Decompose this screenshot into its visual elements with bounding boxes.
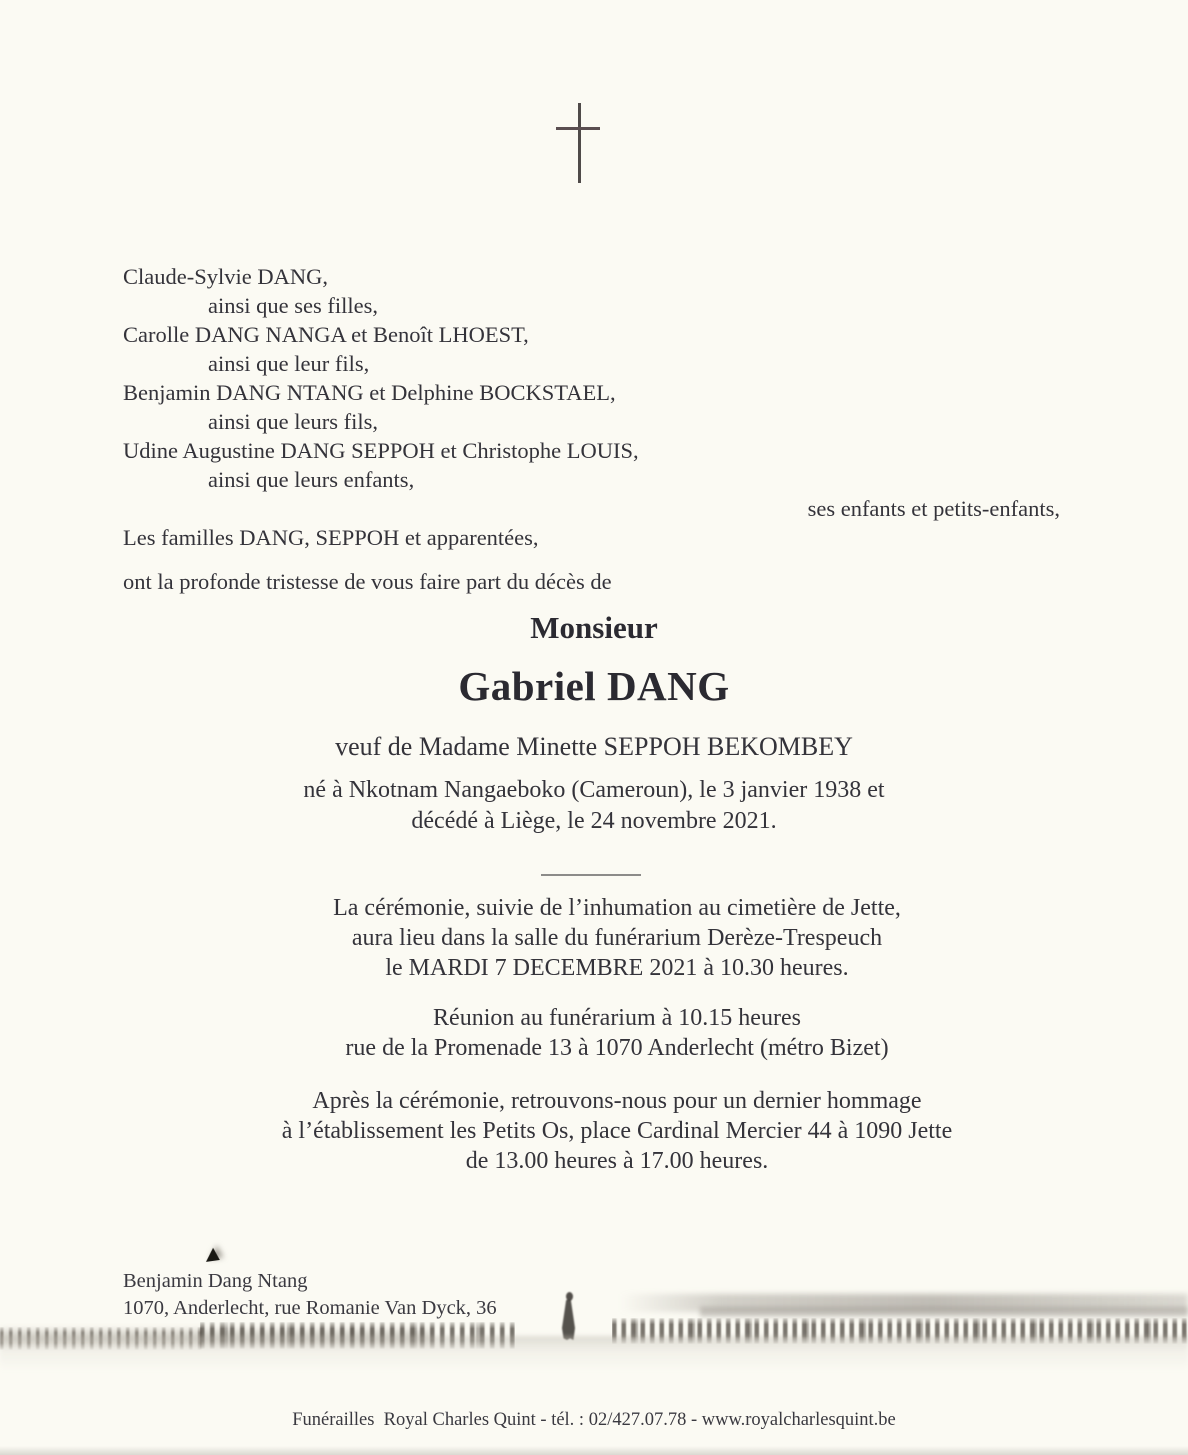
reunion-paragraph	[0, 1003, 1188, 1063]
farewell-line: de 13.00 heures à 17.00 heures.	[465, 1148, 769, 1174]
widower-line: veuf de Madame Minette SEPPOH BEKOMBEY	[335, 732, 853, 761]
photo-sand-gradient	[0, 1336, 1188, 1370]
families-line: Les familles DANG, SEPPOH et apparentées,	[123, 525, 539, 550]
scan-bottom-edge	[0, 1446, 1188, 1455]
family-line: Udine Augustine DANG SEPPOH et Christophe LOUIS,	[123, 438, 639, 463]
ceremony-paragraph	[0, 893, 1188, 983]
cross-vertical-bar	[578, 103, 581, 183]
cross-icon	[556, 103, 600, 183]
family-line: Benjamin DANG NTANG et Delphine BOCKSTAEL,	[123, 380, 616, 405]
family-line: ainsi que ses filles,	[208, 293, 378, 318]
cross-horizontal-bar	[556, 127, 600, 130]
reunion-line: Réunion au funérarium à 10.15 heures	[433, 1005, 801, 1031]
grandchildren-note: ses enfants et petits-enfants,	[807, 496, 1060, 521]
announcement-line: ont la profonde tristesse de vous faire part du décès de	[123, 569, 612, 594]
ceremony-line: aura lieu dans la salle du funérarium Derèze-Trespeuch	[351, 925, 883, 951]
farewell-paragraph	[0, 1086, 1188, 1176]
deceased-name: Gabriel DANG	[458, 663, 730, 709]
ceremony-line: La cérémonie, suivie de l’inhumation au cimetière de Jette,	[333, 895, 901, 921]
family-line: Claude-Sylvie DANG,	[123, 264, 328, 289]
life-dates	[0, 775, 1188, 837]
farewell-line: à l’établissement les Petits Os, place Cardinal Mercier 44 à 1090 Jette	[281, 1118, 953, 1144]
photo-haze	[700, 1307, 1188, 1317]
triangle-mark-icon	[204, 1247, 220, 1262]
beach-groynes-photo	[0, 1280, 1188, 1375]
contact-address: 1070, Anderlecht, rue Romanie Van Dyck, 36	[123, 1296, 497, 1319]
family-line: ainsi que leurs enfants,	[208, 467, 415, 492]
family-line: Carolle DANG NANGA et Benoît LHOEST,	[123, 322, 529, 347]
family-line: ainsi que leur fils,	[208, 351, 370, 376]
ceremony-line: le MARDI 7 DECEMBRE 2021 à 10.30 heures.	[385, 955, 849, 981]
contact-name: Benjamin Dang Ntang	[123, 1270, 308, 1292]
family-line: ainsi que leurs fils,	[208, 409, 378, 434]
walking-figure-silhouette	[561, 1292, 577, 1342]
section-divider	[541, 874, 641, 876]
death-line: décédé à Liège, le 24 novembre 2021.	[411, 808, 777, 834]
birth-line: né à Nkotnam Nangaeboko (Cameroun), le 3 janvier 1938 et	[303, 777, 885, 803]
family-list	[123, 262, 639, 494]
reunion-line: rue de la Promenade 13 à 1070 Anderlecht (métro Bizet)	[345, 1035, 889, 1061]
farewell-line: Après la cérémonie, retrouvons-nous pour un dernier hommage	[312, 1088, 922, 1114]
funeral-home-footer: Funérailles Royal Charles Quint - tél. : 02/427.07.78 - www.royalcharlesquint.be	[292, 1410, 896, 1430]
honorific-title: Monsieur	[530, 610, 658, 645]
